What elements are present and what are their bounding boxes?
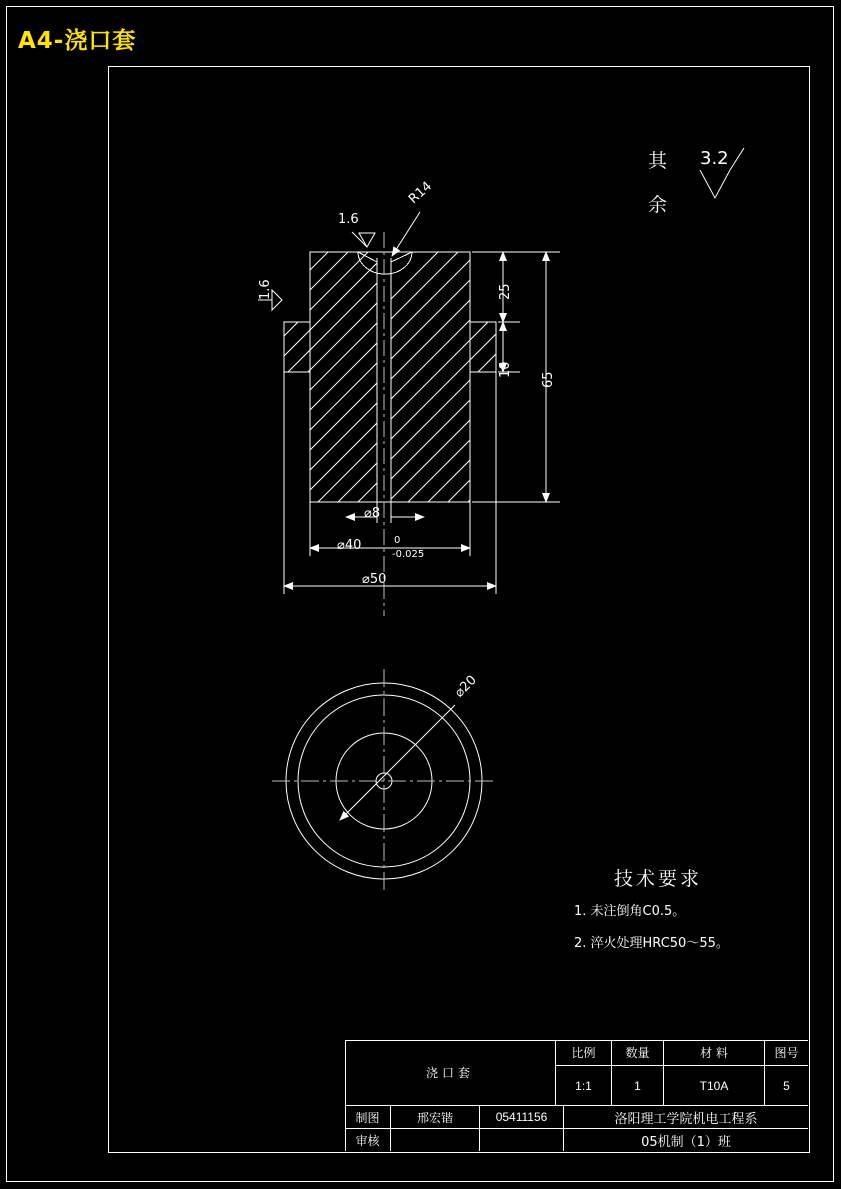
dim-25: 25 [498, 283, 513, 300]
dim-dia8: ⌀8 [364, 506, 381, 521]
value-material: T10A [664, 1066, 765, 1106]
checked-blank [480, 1129, 564, 1151]
header-drawing-no: 图号 [765, 1040, 808, 1066]
surface-note-label-2: 余 [648, 194, 668, 216]
tech-req-title: 技术要求 [614, 868, 703, 890]
label-drawn: 制图 [345, 1106, 391, 1129]
tech-req-item-1: 1. 未注倒角C0.5。 [574, 904, 686, 919]
value-drawing-no: 5 [765, 1066, 808, 1106]
value-qty: 1 [612, 1066, 664, 1106]
dim-tol-upper: 0 [394, 535, 401, 546]
label-checked: 审核 [345, 1129, 391, 1151]
title-block [345, 1040, 808, 1151]
dim-r14: R14 [406, 178, 436, 208]
roughness-top: 1.6 [338, 212, 359, 227]
header-material: 材 料 [664, 1040, 765, 1066]
value-org-line2: 05机制（1）班 [641, 1134, 731, 1150]
surface-note-label-1: 其 [648, 150, 668, 172]
title-block-part-name: 浇口套 [345, 1040, 556, 1106]
value-drawn-id: 05411156 [480, 1106, 564, 1129]
dim-dia40: ⌀40 [337, 538, 362, 553]
value-drawn-name: 邢宏锴 [391, 1106, 480, 1129]
sheet-tag: A4-浇口套 [18, 28, 137, 54]
value-org-line1: 洛阳理工学院机电工程系 [564, 1106, 808, 1129]
surface-note-value: 3.2 [700, 148, 729, 169]
roughness-left: 1.6 [258, 279, 273, 300]
value-checked-name [391, 1129, 480, 1151]
dim-dia20: ⌀20 [452, 672, 480, 701]
header-scale: 比例 [556, 1040, 612, 1066]
dim-10: 10 [498, 361, 513, 378]
header-qty: 数量 [612, 1040, 664, 1066]
dim-tol-lower: -0.025 [392, 549, 425, 560]
dim-65: 65 [541, 371, 556, 388]
tech-req-item-2: 2. 淬火处理HRC50～55。 [574, 936, 729, 951]
dim-dia50: ⌀50 [362, 572, 387, 587]
value-scale: 1:1 [556, 1066, 612, 1106]
